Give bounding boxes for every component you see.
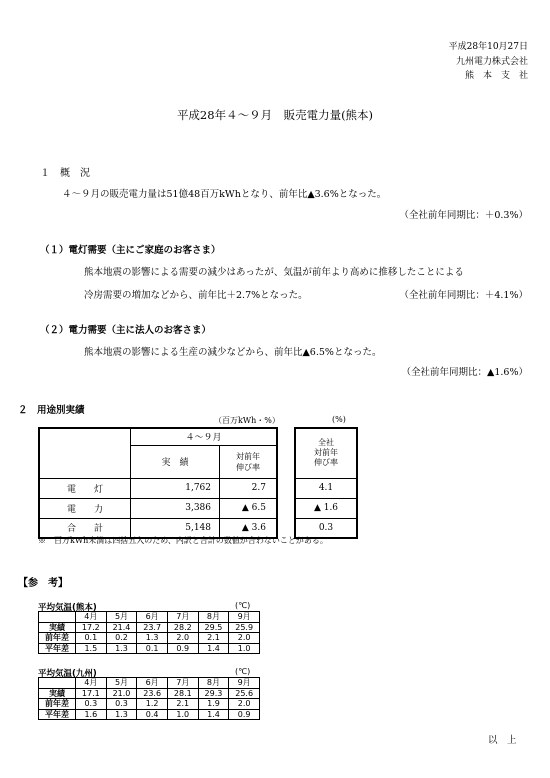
sub1-line2: 冷房需要の増加などから、前年比＋2.7%となった。	[84, 290, 308, 301]
temp-cell: 1.0	[229, 643, 260, 654]
sub2-note: （全社前年同期比：▲1.6%）	[401, 367, 528, 378]
month-header: 6月	[137, 612, 168, 623]
row-yoy: ▲ 3.6	[220, 518, 278, 538]
usage-table-col-yoy	[220, 445, 278, 478]
month-header: 6月	[137, 678, 168, 689]
side-table-unit: (%)	[332, 415, 346, 424]
month-header: 7月	[167, 678, 198, 689]
section1-note: （全社前年同期比：＋0.3%）	[399, 210, 528, 221]
temp-cell: 25.6	[229, 688, 260, 699]
row-actual: 1,762	[131, 478, 220, 498]
temp-cell: 0.1	[137, 643, 168, 654]
temp-cell: 0.9	[229, 709, 260, 720]
company-yoy-cell: 0.3	[295, 518, 357, 538]
temp-corner	[39, 612, 76, 623]
sub1-heading: （１）電灯需要（主にご家庭のお客さま）	[40, 245, 221, 256]
company-yoy-head	[295, 428, 357, 478]
issue-date: 平成28年10月27日	[448, 42, 528, 52]
temp-table-kyushu	[38, 677, 260, 720]
temp-corner	[39, 678, 76, 689]
branch-name: 熊 本 支 社	[464, 71, 528, 81]
temp-cell: 2.0	[229, 699, 260, 710]
row-yoy: 2.7	[220, 478, 278, 498]
company-yoy-cell: ▲ 1.6	[295, 498, 357, 518]
company-name: 九州電力株式会社	[455, 56, 528, 67]
company-yoy-cell: 4.1	[295, 478, 357, 498]
company-yoy-table	[294, 427, 358, 539]
temp-cell: 23.7	[137, 622, 168, 633]
month-header: 8月	[198, 612, 229, 623]
sub1-note: （全社前年同期比：＋4.1%）	[399, 290, 528, 301]
closing-text: 以 上	[488, 735, 517, 746]
temp-cell: 1.4	[198, 643, 229, 654]
row-label: 合 計	[39, 518, 131, 538]
temp-cell: 21.4	[106, 622, 137, 633]
usage-table	[38, 427, 278, 539]
temp-caption-kyushu: 平均気温(九州)	[38, 669, 97, 679]
temp-unit-kumamoto: (℃)	[235, 601, 251, 610]
side-head-line2: 対前年	[314, 448, 338, 458]
section2-heading: ２ 用途別実績	[18, 405, 85, 416]
temp-cell: 1.0	[167, 709, 198, 720]
month-header: 4月	[76, 612, 107, 623]
temp-table-kumamoto	[38, 611, 260, 654]
row-label: 電 灯	[39, 478, 131, 498]
row-label: 平年差	[39, 643, 76, 654]
section1-text: ４～９月の販売電力量は51億48百万kWhとなり、前年比▲3.6%となった。	[62, 189, 387, 200]
temp-cell: 1.6	[76, 709, 107, 720]
temp-cell: 25.9	[229, 622, 260, 633]
temp-cell: 1.3	[137, 633, 168, 644]
temp-cell: 29.3	[198, 688, 229, 699]
temp-cell: 2.1	[198, 633, 229, 644]
temp-cell: 2.1	[167, 699, 198, 710]
table-row	[39, 709, 260, 720]
table-row	[39, 622, 260, 633]
table-row	[39, 643, 260, 654]
temp-cell: 1.9	[198, 699, 229, 710]
row-label: 電 力	[39, 498, 131, 518]
temp-caption-kumamoto: 平均気温(熊本)	[38, 603, 97, 613]
row-actual: 3,386	[131, 498, 220, 518]
sub2-heading: （２）電力需要（主に法人のお客さま）	[40, 325, 212, 336]
row-yoy: ▲ 6.5	[220, 498, 278, 518]
document-header	[449, 40, 528, 84]
month-header: 8月	[198, 678, 229, 689]
col-yoy-line2: 伸び率	[236, 462, 260, 472]
usage-table-corner	[39, 428, 131, 478]
temp-cell: 28.2	[167, 622, 198, 633]
temp-cell: 0.4	[137, 709, 168, 720]
temp-cell: 21.0	[106, 688, 137, 699]
temp-cell: 17.2	[76, 622, 107, 633]
row-label: 実績	[39, 622, 76, 633]
row-label: 実績	[39, 688, 76, 699]
temp-cell: 17.1	[76, 688, 107, 699]
temp-cell: 2.0	[229, 633, 260, 644]
row-label: 前年差	[39, 633, 76, 644]
temp-cell: 0.9	[167, 643, 198, 654]
table-footnote: ※ 百万kWh未満は四捨五入のため、内訳と合計の数値が合わないことがある。	[38, 536, 328, 545]
temp-cell: 0.3	[106, 699, 137, 710]
month-header: 9月	[229, 678, 260, 689]
temp-cell: 0.1	[76, 633, 107, 644]
temp-cell: 2.0	[167, 633, 198, 644]
main-table-unit: （百万kWh・%）	[214, 416, 280, 425]
month-header: 7月	[167, 612, 198, 623]
month-header: 5月	[106, 678, 137, 689]
side-head-line3: 伸び率	[314, 458, 338, 468]
temp-cell: 29.5	[198, 622, 229, 633]
sub2-text: 熊本地震の影響による生産の減少などから、前年比▲6.5%となった。	[84, 347, 382, 358]
temp-cell: 1.4	[198, 709, 229, 720]
table-row	[39, 478, 277, 498]
temp-cell: 0.2	[106, 633, 137, 644]
table-row	[39, 498, 277, 518]
temp-cell: 1.3	[106, 643, 137, 654]
row-label: 平年差	[39, 709, 76, 720]
side-head-line1: 全社	[318, 438, 334, 448]
temp-unit-kyushu: (℃)	[235, 667, 251, 676]
row-label: 前年差	[39, 699, 76, 710]
usage-table-col-actual: 実 績	[131, 445, 220, 478]
usage-table-period: ４～９月	[131, 428, 278, 445]
temp-cell: 23.6	[137, 688, 168, 699]
temp-cell: 0.3	[76, 699, 107, 710]
month-header: 9月	[229, 612, 260, 623]
col-yoy-line1: 対前年	[236, 451, 260, 461]
table-row	[39, 688, 260, 699]
temp-cell: 28.1	[167, 688, 198, 699]
page-title: 平成28年４～９月 販売電力量(熊本)	[176, 108, 374, 122]
temp-cell: 1.2	[137, 699, 168, 710]
reference-heading: 【参 考】	[18, 578, 68, 589]
table-row	[39, 699, 260, 710]
temp-cell: 1.5	[76, 643, 107, 654]
month-header: 5月	[106, 612, 137, 623]
month-header: 4月	[76, 678, 107, 689]
sub1-line1: 熊本地震の影響による需要の減少はあったが、気温が前年より高めに推移したことによる	[84, 267, 464, 278]
table-row	[39, 633, 260, 644]
section1-heading: １ 概 況	[40, 168, 90, 179]
temp-cell: 1.3	[106, 709, 137, 720]
row-actual: 5,148	[131, 518, 220, 538]
